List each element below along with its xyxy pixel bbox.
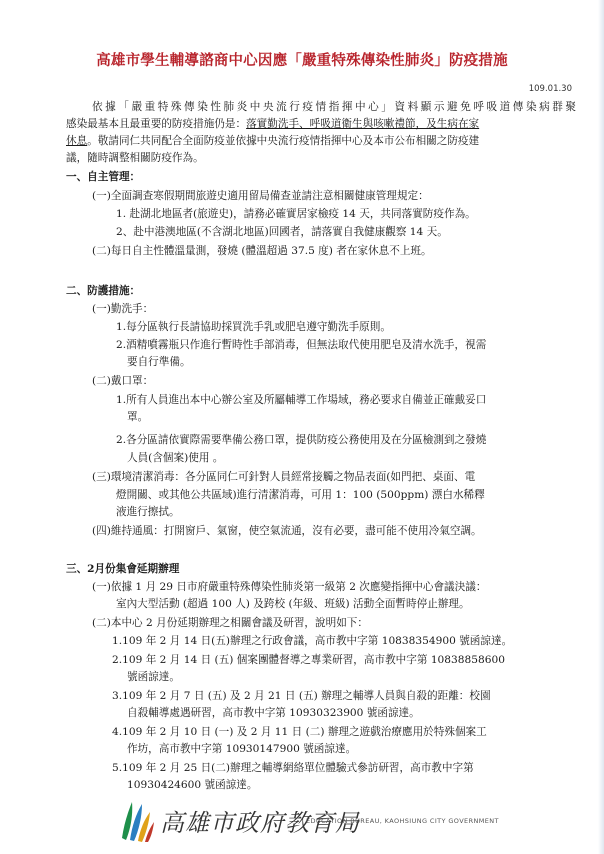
section-3-item-1-cont: 室內大型活動 (超過 100 人) 及跨校 (年級、班級) 活動全面暫時停止辦理。: [116, 598, 470, 610]
section-2-item-3-cont-1: 燈開關、或其他公共區域)進行清潔消毒，可用 1：100 (500ppm) 漂白水稀釋: [116, 489, 485, 501]
section-1-heading: 一、自主管理：: [66, 171, 141, 183]
section-3-item-2: (二)本中心 2 月份延期辦理之相關會議及研習，說明如下：: [92, 617, 368, 629]
section-3-heading: 三、2月份集會延期辦理: [66, 563, 180, 575]
section-3-item-1: (一)依據 1 月 29 日市府嚴重特殊傳染性肺炎第一級第 2 次應變指揮中心會議決議：: [92, 581, 487, 593]
logo-chinese-name: 高雄市政府教育局: [160, 809, 360, 837]
section-3-item-2-2-cont: 號函諒達。: [127, 671, 180, 683]
section-2-item-4: (四)維持通風：打開窗戶、氣窗，使空氣流通，沒有必要，盡可能不使用冷氣空調。: [92, 525, 482, 537]
section-3-item-2-5-cont: 10930424600 號函諒達。: [127, 779, 258, 791]
intro-line-4: 議，隨時調整相關防疫作為。: [66, 152, 204, 164]
section-3-item-2-4: 4.109 年 2 月 10 日 (一) 及 2 月 11 日 (二) 辦理之遊戲治療應用於特殊個案工: [112, 726, 487, 738]
section-2-item-1-1: 1.每分區執行長請協助採買洗手乳或肥皂遵守勤洗手原則。: [116, 321, 391, 333]
intro-text: 。敬請同仁共同配合全面防疫並依據中央流行疫情指揮中心及本市公布相關之防疫建: [87, 135, 480, 147]
document-date: 109.01.30: [528, 84, 572, 94]
section-1-item-1-1: 1. 赴湖北地區者(旅遊史)，請務必確實居家檢疫 14 天，共同落實防疫作為。: [116, 208, 476, 220]
section-3-item-2-3: 3.109 年 2 月 7 日 (五) 及 2 月 21 日 (五) 辦理之輔導人員與自殺的距離：校園: [112, 690, 491, 702]
section-2-item-1: (一)勤洗手：: [92, 303, 154, 315]
section-2-item-3-cont-2: 液進行擦拭。: [116, 506, 180, 518]
section-1-item-2: (二)每日自主性體溫量測，發燒 (體溫超過 37.5 度) 者在家休息不上班。: [92, 245, 432, 257]
intro-emphasis: 落實勤洗手、呼吸道衛生與咳嗽禮節，及生病在家: [246, 118, 480, 130]
intro-line-3: [66, 134, 576, 148]
intro-text: 感染最基本且最重要的防疫措施仍是：: [66, 118, 247, 130]
section-3-item-2-2: 2.109 年 2 月 14 日 (五) 個案團體督導之專業研習，高市教中字第 10838858600: [112, 654, 505, 666]
section-3-item-2-1: 1.109 年 2 月 14 日(五)辦理之行政會議，高市教中字第 10838354900 號函諒達。: [112, 635, 513, 647]
page-edge-shadow: [598, 0, 604, 854]
section-2-item-3: (三)環境清潔消毒：各分區同仁可針對人員經常接觸之物品表面(如門把、桌面、電: [92, 471, 476, 483]
logo-english-name: EDUCATION BUREAU, KAOHSIUNG CITY GOVERNMENT: [306, 817, 499, 825]
footer: [0, 790, 604, 854]
section-2-heading: 二、防護措施：: [66, 285, 141, 297]
intro-line-1: 依據「嚴重特殊傳染性肺炎中央流行疫情指揮中心」資料顯示避免呼吸道傳染病群聚: [92, 101, 576, 113]
section-3-item-2-4-cont: 作坊，高市教中字第 10930147900 號函諒達。: [127, 743, 357, 755]
section-2-item-2-2: 2.各分區請依實際需要準備公務口罩，提供防疫公務使用及在分區檢測到之發燒: [116, 434, 487, 446]
section-2-item-2: (二)戴口罩：: [92, 375, 154, 387]
education-bureau-logo-icon: [118, 798, 156, 842]
section-2-item-2-2-cont: 人員(含個案)使用 。: [127, 452, 224, 464]
section-2-item-1-2: 2.酒精噴霧瓶只作進行暫時性手部消毒，但無法取代使用肥皂及清水洗手，視需: [116, 339, 487, 351]
section-3-item-2-5: 5.109 年 2 月 25 日(二)辦理之輔導網絡單位體驗式參訪研習，高市教中字第: [112, 762, 474, 774]
intro-line-2: [66, 117, 576, 131]
section-2-item-2-1-cont: 罩。: [127, 411, 149, 423]
section-3-item-2-3-cont: 自殺輔導處遇研習，高市教中字第 10930323900 號函諒達。: [127, 707, 420, 719]
section-2-item-2-1: 1.所有人員進出本中心辦公室及所屬輔導工作場域，務必要求自備並正確戴妥口: [116, 394, 487, 406]
section-1-item-1: (一)全面調查寒假期間旅遊史適用留局備查並請注意相關健康管理規定：: [92, 190, 429, 202]
intro-emphasis-end: 休息: [66, 135, 88, 147]
document-title: 高雄市學生輔導諮商中心因應「嚴重特殊傳染性肺炎」防疫措施: [96, 52, 508, 69]
section-1-item-1-2: 2、赴中港澳地區(不含湖北地區)回國者，請落實自我健康觀察 14 天。: [116, 226, 448, 238]
section-2-item-1-2-cont: 要自行準備。: [127, 356, 191, 368]
